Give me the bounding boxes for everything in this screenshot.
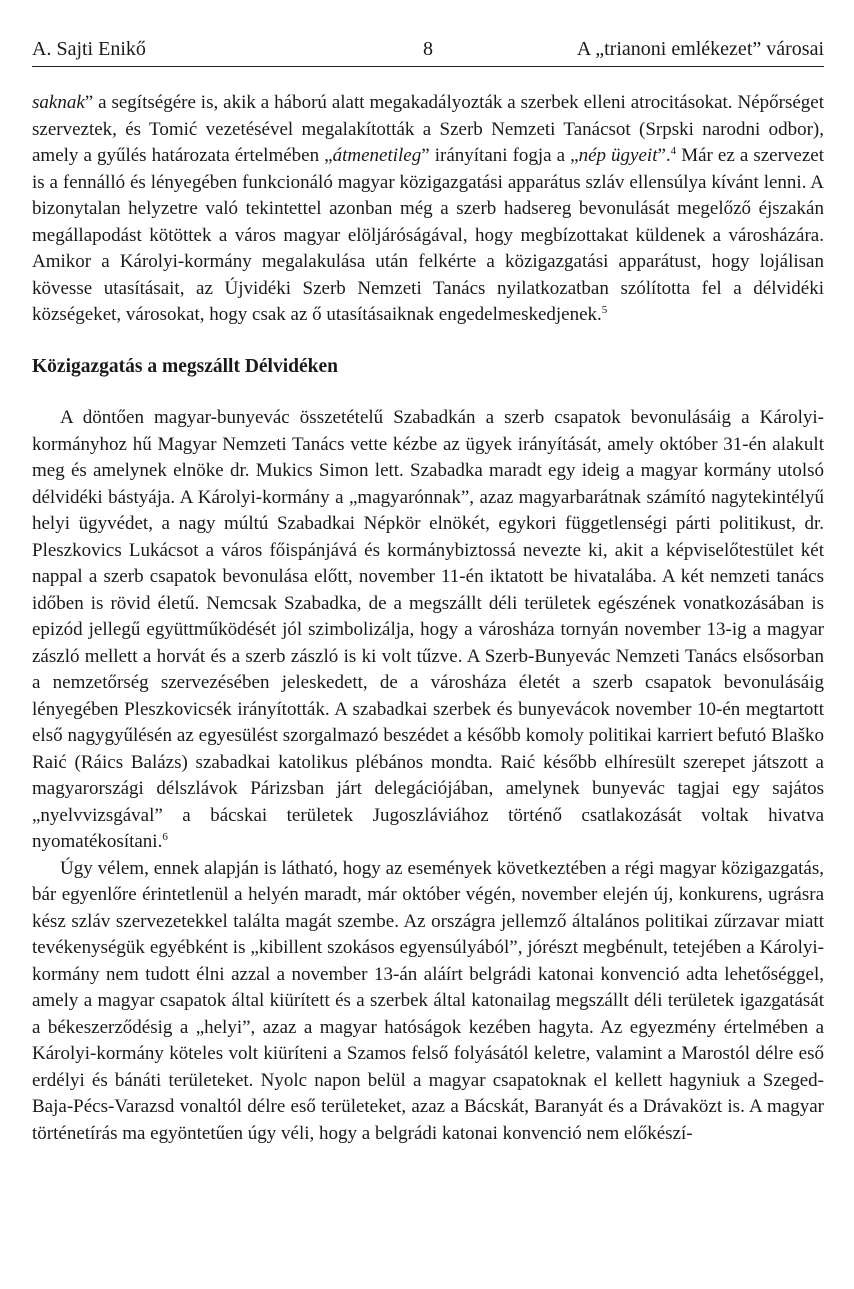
paragraph: A döntően magyar-bunyevác összetételű Szabadkán a szerb csapatok bevonulásáig a Károlyi-kormányhoz hű Magyar Nemzeti Tanács vette kézbe az ügyek irányítását, amely október 31-én alakult meg és amelynek elnöke dr. Mukics Simon lett. Szabadka maradt egy ideig a magyar kormány utolsó délvidéki bástyája. A Károlyi-kormány a „magyarónnak”, azaz magyarbarátnak számító nagytekintélyű helyi ügyvédet, a nagy múltú Szabadkai Népkör elnökét, egykori függetlenségi párti politikust, dr. Pleszkovics Lukácsot a város főispánjává és kormánybiztossá nevezte ki, akit a képviselőtestület két nappal a szerb csapatok bevonulása előtt, november 11-én iktatott be hivatalába. A két nemzeti tanács időben is rövid életű. Nemcsak Szabadka, de a megszállt déli területek egészének vonatkozásában is epizód jellegű együttműködését jól szimbolizálja, hogy a városháza tornyán november 13-ig a magyar zászló mellett a horvát és a szerb zászló is ki volt tűzve. A Szerb-Bunyevác Nemzeti Tanács elsősorban a nemzetőrség szervezésében jeleskedett, de a városháza életét a szerb csapatok bevonulásáig lényegében Pleszkovicsék irányították. A szabadkai szerbek és bunyevácok november 10-én megtartott első nagygyűlésén az egyesülést szorgalmazó beszédet a később komoly politikai karriert befutó Blaško Raić (Ráics Balázs) szabadkai katolikus plébános mondta. Raić később elhíresült szerepet játszott a magyarországi délszlávok Párizsban járt delegációjában, amelynek bunyevác tagjai egy sajátos „nyelvvizsgával” a bácskai területek Jugoszláviához történő csatlakozását voltak hivatva nyomatékosítani.$^6$ xyxy=(32,407,824,852)
italic-fragment: saknak xyxy=(32,92,85,113)
header-book-title: A „trianoni emlékezet” városai xyxy=(576,38,824,60)
header-author: A. Sajti Enikő xyxy=(32,38,146,60)
footnote-ref: 4 xyxy=(670,145,677,157)
paragraph-continued: saknak” a segítségére is, akik a háború alatt megakadályozták a szerbek elleni atrocitásokat. Népőrséget szerveztek, és Tomić vezetésével megalakították a Szerb Nemzeti Tanácsot (Srpski narodni odbor), amely a gyűlés határozata értelmében „átmenetileg” irányítani fogja a „nép ügyeit”.$^4$ Már ez a szervezet is a fennálló és lényegében funkcionáló magyar közigazgatási apparátus szláv ellensúlya kívánt lenni. A bizonytalan helyzetre való tekintettel azonban még a szerb hadsereg bevonulását megelőző éjszakán megállapodást kötöttek a város magyar elöljáróságával, hogy megbízottakat küldenek a városházára. Amikor a Károlyi-kormány megalakulása után felkérte a közigazgatási apparátust, hogy lojálisan kövesse utasításait, az Újvidéki Szerb Nemzeti Tanács nyilatkozatban szólította fel a délvidéki községeket, városokat, hogy csak az ő utasításaiknak engedelmeskedjenek.$^5$ xyxy=(32,92,824,325)
running-header xyxy=(32,32,824,67)
footnote-ref: 6 xyxy=(162,831,168,843)
page-number: 8 xyxy=(423,38,433,60)
section-heading: Közigazgatás a megszállt Délvidéken xyxy=(32,355,338,377)
italic-term: nép ügyeit xyxy=(578,145,658,166)
footnote-ref: 5 xyxy=(601,304,608,316)
italic-term: átmenetileg xyxy=(332,145,422,166)
paragraph: Úgy vélem, ennek alapján is látható, hogy az események következtében a régi magyar közigazgatás, bár egyenlőre érintetlenül a helyén maradt, már október végén, november elején új, konkurens, ugrásra kész szláv szervezetekkel találta magát szembe. Az országra jellemző általános politikai zűrzavar miatt tevékenységük egyébként is „kibillent szokásos egyensúlyából”, jórészt megbénult, tetejében a Károlyi-kormány nem tudott élni azzal a november 13-án aláírt belgrádi katonai konvenció adta lehetőséggel, amely a magyar csapatok által kiürített és a szerbek által katonailag megszállt déli területek igazgatását a békeszerződésig a „helyi”, azaz a magyar hatóságok kezében hagyta. Az egyezmény értelmében a Károlyi-kormány köteles volt kiüríteni a Szamos felső folyásától keletre, valamint a Marostól délre eső erdélyi és bánáti területeket. Nyolc napon belül a magyar csapatoknak el kellett hagyniuk a Szeged-Baja-Pécs-Varazsd vonaltól délre eső területeket, azaz a Bácskát, Baranyát és a Drávaközt is. A magyar történetírás ma egyöntetűen úgy véli, hogy a belgrádi katonai konvenció nem előkészí- xyxy=(32,857,824,1144)
page-body xyxy=(32,90,824,1147)
